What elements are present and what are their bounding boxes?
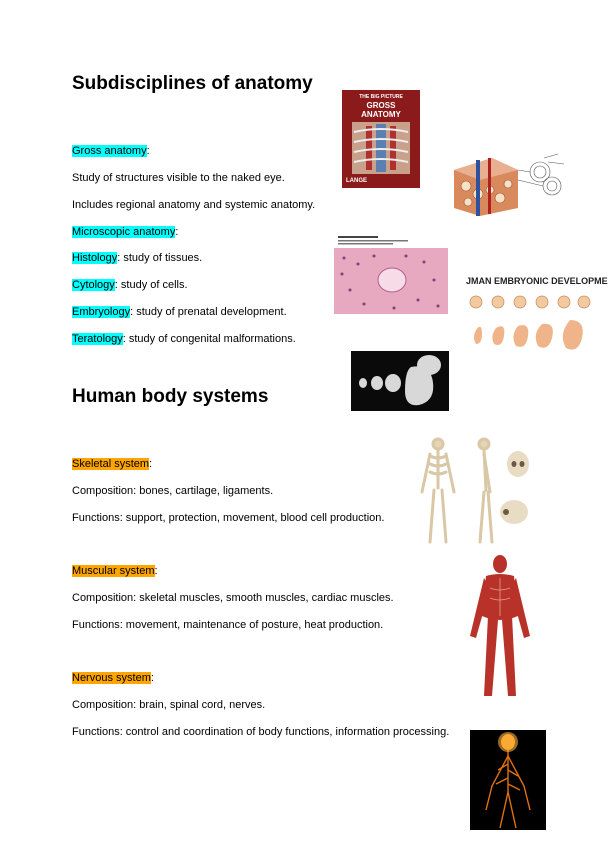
skeletal-system-suffix: :	[149, 458, 153, 470]
teratology-text: : study of congenital malformations.	[122, 333, 296, 345]
embryology-line	[72, 306, 287, 318]
skeletal-system-label: Skeletal system	[72, 458, 150, 470]
embryo-banner-text: JMAN EMBRYONIC DEVELOPME	[466, 276, 608, 286]
embryonic-development-image	[466, 274, 608, 368]
book-title-line2: ANATOMY	[361, 110, 401, 119]
bone-structure-illustration	[448, 150, 568, 216]
embryo-sequence-illustration	[351, 351, 449, 411]
embryology-label: Embryology	[72, 306, 131, 318]
section-title-body-systems: Human body systems	[72, 386, 269, 407]
nervous-system-heading	[72, 672, 154, 684]
muscle-anatomy-illustration	[444, 554, 558, 706]
gross-anatomy-line1: Study of structures visible to the naked eye.	[72, 172, 285, 184]
histology-text: : study of tissues.	[117, 252, 203, 264]
nervous-system-label: Nervous system	[72, 672, 151, 684]
skeletal-system-heading	[72, 458, 152, 470]
ribcage-illustration	[342, 90, 420, 188]
skeletal-functions: Functions: support, protection, movement, blood cell production.	[72, 512, 385, 524]
book-publisher: LANGE	[346, 178, 367, 184]
book-top-text: THE BIG PICTURE	[359, 94, 403, 100]
histology-slide-image	[334, 234, 448, 314]
nervous-system-image	[470, 730, 546, 830]
embryo-stages-illustration	[466, 274, 592, 368]
teratology-label: Teratology	[72, 333, 123, 345]
gross-anatomy-line2: Includes regional anatomy and systemic anatomy.	[72, 199, 316, 211]
section-title-subdisciplines: Subdisciplines of anatomy	[72, 73, 313, 94]
muscular-composition: Composition: skeletal muscles, smooth muscles, cardiac muscles.	[72, 592, 394, 604]
cytology-line	[72, 279, 188, 291]
muscular-functions: Functions: movement, maintenance of posture, heat production.	[72, 619, 384, 631]
nervous-functions: Functions: control and coordination of body functions, information processing.	[72, 726, 450, 738]
muscular-system-label: Muscular system	[72, 565, 155, 577]
gross-anatomy-heading	[72, 145, 150, 157]
embryo-sequence-image	[351, 351, 449, 411]
tissue-section-illustration	[334, 234, 448, 314]
gross-anatomy-suffix: :	[146, 145, 150, 157]
book-title-line1: GROSS	[366, 101, 396, 110]
nervous-system-suffix: :	[150, 672, 154, 684]
cytology-label: Cytology	[72, 279, 115, 291]
embryology-text: : study of prenatal development.	[130, 306, 287, 318]
histology-line	[72, 252, 202, 264]
microscopic-anatomy-suffix: :	[175, 226, 179, 238]
skeleton-illustration	[418, 434, 540, 546]
teratology-line	[72, 333, 296, 345]
skeletal-composition: Composition: bones, cartilage, ligaments.	[72, 485, 274, 497]
muscular-system-heading	[72, 565, 158, 577]
microscopic-anatomy-label: Microscopic anatomy	[72, 226, 176, 238]
histology-label: Histology	[72, 252, 118, 264]
nervous-composition: Composition: brain, spinal cord, nerves.	[72, 699, 266, 711]
cytology-text: : study of cells.	[114, 279, 188, 291]
nervous-system-illustration	[470, 730, 546, 830]
skeleton-image	[418, 434, 540, 546]
muscular-system-suffix: :	[154, 565, 158, 577]
gross-anatomy-label: Gross anatomy	[72, 145, 147, 157]
muscular-figure-image	[444, 554, 558, 706]
microscopic-anatomy-heading	[72, 226, 178, 238]
bone-tissue-image	[448, 150, 568, 216]
gross-anatomy-book-image	[342, 90, 420, 188]
